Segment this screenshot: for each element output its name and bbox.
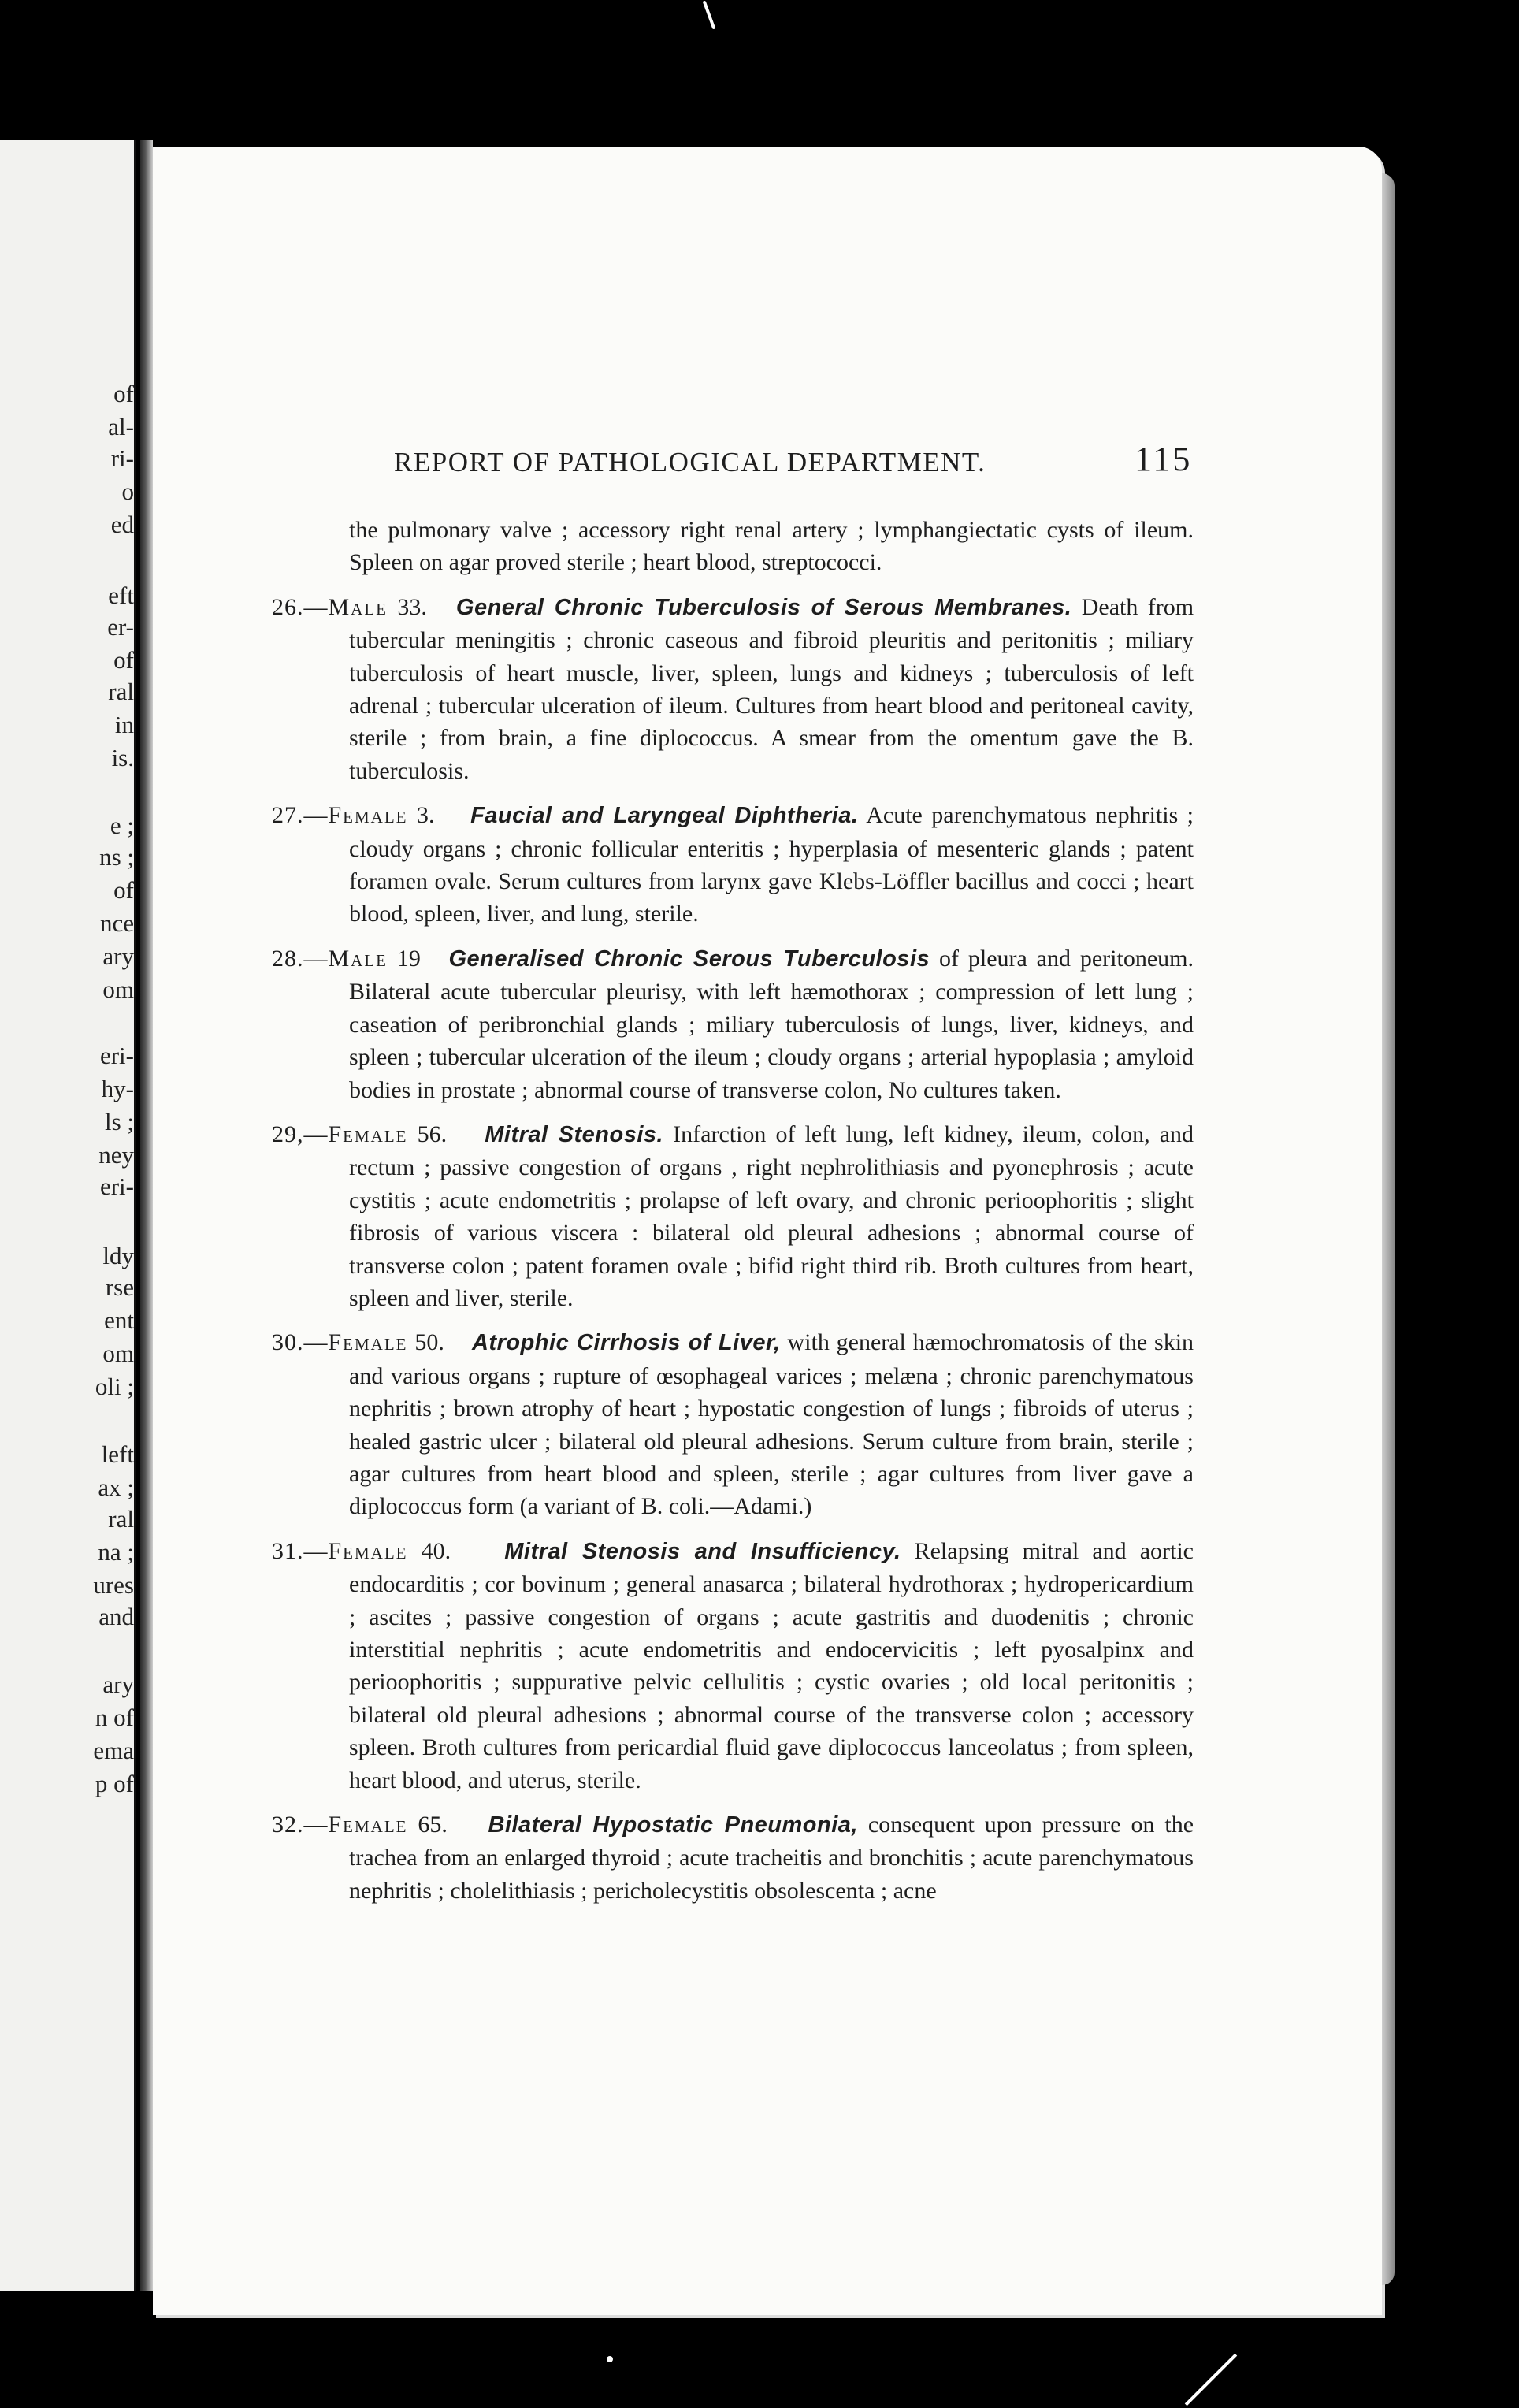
left-page-fragment: ns ; bbox=[99, 843, 134, 871]
left-page-fragment: ney bbox=[98, 1141, 134, 1169]
left-page-fragment: p of bbox=[95, 1770, 134, 1797]
running-head: REPORT OF PATHOLOGICAL DEPARTMENT. bbox=[394, 447, 986, 478]
left-page-fragment: nce bbox=[99, 909, 134, 937]
left-page-fragment: na ; bbox=[98, 1538, 134, 1566]
left-page-fragment: and bbox=[98, 1603, 134, 1630]
left-page-fragment: ls ; bbox=[104, 1108, 134, 1135]
case-sex: Female bbox=[328, 802, 408, 829]
left-page-fragment: o bbox=[121, 478, 134, 505]
case-number: 31.— bbox=[272, 1537, 329, 1564]
case-age: 40. bbox=[421, 1537, 451, 1564]
left-page-fragment: om bbox=[102, 975, 134, 1003]
case-number: 32.— bbox=[272, 1812, 329, 1838]
case-number: 26.— bbox=[272, 593, 329, 620]
case-title: Mitral Stenosis and Insufficiency. bbox=[504, 1538, 901, 1564]
case-age: 33. bbox=[397, 593, 427, 620]
left-page-fragment: ary bbox=[102, 1670, 134, 1698]
case-text: Death from tubercular meningitis ; chronic caseous and fibroid pleuritis and peritonitis ; miliary tuberculosis of heart muscle, liver, spleen, lungs and kidneys ; tuberculosis of left adrenal ; tubercular ulceration of ileum. Cultures from heart blood and peritoneal cavity, sterile ; from brain, a fine diplococcus. A smear from the omentum gave the B. tuberculosis. bbox=[349, 593, 1194, 784]
left-page-fragment: ures bbox=[93, 1571, 134, 1599]
left-page-fragment: oli ; bbox=[95, 1373, 134, 1400]
case-sex: Female bbox=[328, 1329, 408, 1356]
case-number: 30.— bbox=[272, 1329, 329, 1356]
page-number: 115 bbox=[1135, 440, 1193, 478]
scan-mark bbox=[607, 2356, 613, 2362]
left-page-fragment: ed bbox=[110, 511, 134, 538]
left-page-fragment: ri- bbox=[110, 444, 134, 472]
left-facing-page bbox=[0, 140, 136, 2291]
case-age: 3. bbox=[416, 802, 435, 829]
case-text: Relapsing mitral and aortic endocarditis ; cor bovinum ; general anasarca ; bilateral hydrothorax ; hydropericardium ; ascites ; passive congestion of organs ; acute gastritis and duodenitis ; chronic interstitial nephritis ; acute endometritis and endocervicitis ; left pyosalpinx and perioophoritis ; suppurative pelvic cellulitis ; cystic ovaries ; old local peritonitis ; bilateral old pleural adhesions ; abnormal course of the transverse colon ; accessory spleen. Broth cultures from pericardial fluid gave diplococcus lanceolatus ; from spleen, heart blood, and uterus, sterile. bbox=[349, 1537, 1194, 1793]
case-text: of pleura and peritoneum. Bilateral acute tubercular pleurisy, with left hæmothorax ; compression of lett lung ; caseation of peribronchial glands ; miliary tuberculosis of lungs, liver, kidneys, and spleen ; tubercular ulceration of the ileum ; cloudy organs ; arterial hypoplasia ; amyloid bodies in prostate ; abnormal course of transverse colon, No cultures taken. bbox=[349, 945, 1194, 1103]
left-page-fragment: rse bbox=[105, 1273, 134, 1301]
case-title: General Chronic Tuberculosis of Serous Membranes. bbox=[455, 594, 1072, 620]
case-title: Atrophic Cirrhosis of Liver, bbox=[471, 1330, 781, 1356]
left-page-fragment: al- bbox=[108, 413, 134, 440]
left-page-fragment: in bbox=[114, 711, 134, 738]
case-age: 19 bbox=[396, 945, 421, 972]
case-entry-28 bbox=[272, 942, 1194, 1106]
left-page-fragment: is. bbox=[111, 744, 134, 771]
left-page-fragment: of bbox=[113, 646, 134, 674]
case-entry-27 bbox=[272, 799, 1194, 931]
scan-mark bbox=[703, 0, 716, 29]
case-title: Bilateral Hypostatic Pneumonia, bbox=[488, 1812, 858, 1838]
left-page-fragment: ent bbox=[104, 1306, 134, 1334]
left-page-fragment: om bbox=[102, 1340, 134, 1367]
case-text: consequent upon pressure on the trachea from an enlarged thyroid ; acute tracheitis and bronchitis ; acute parenchymatous nephritis ; cholelithiasis ; pericholecystitis obsolescenta ; acne bbox=[349, 1812, 1194, 1904]
case-entry-26 bbox=[272, 591, 1194, 787]
case-number: 29,— bbox=[272, 1120, 329, 1147]
case-sex: Male bbox=[328, 593, 388, 620]
case-number: 27.— bbox=[272, 802, 329, 829]
left-page-fragment: of bbox=[113, 380, 134, 407]
left-page-fragment: left bbox=[101, 1440, 134, 1468]
case-age: 65. bbox=[418, 1812, 448, 1838]
case-sex: Female bbox=[328, 1537, 408, 1564]
case-age: 56. bbox=[417, 1120, 448, 1147]
page-edge bbox=[1382, 173, 1395, 2285]
case-age: 50. bbox=[414, 1329, 444, 1356]
left-page-fragment: eft bbox=[108, 582, 134, 609]
left-page-fragment: eri- bbox=[99, 1042, 134, 1069]
case-title: Faucial and Laryngeal Diphtheria. bbox=[470, 803, 859, 829]
case-entry-32 bbox=[272, 1808, 1194, 1907]
case-text: with general hæmochromatosis of the skin and various organs ; rupture of œsophageal varices ; melæna ; chronic parenchymatous nephritis ; brown atrophy of heart ; hypostatic congestion of lungs ; fibroids of uterus ; healed gastric ulcer ; bilateral old pleural adhesions. Serum culture from brain, sterile ; agar cultures from heart blood and spleen, sterile ; agar cultures from liver gave a diplococcus form (a variant of B. coli.—Adami.) bbox=[349, 1329, 1194, 1520]
case-title: Mitral Stenosis. bbox=[485, 1121, 664, 1147]
case-text: Infarction of left lung, left kidney, ileum, colon, and rectum ; passive congestion of organs , right nephrolithiasis and pyonephrosis ; acute cystitis ; acute endometritis ; prolapse of left ovary, and chronic perioophoritis ; slight fibrosis of various viscera : bilateral old pleural adhesions ; abnormal course of transverse colon ; patent foramen ovale ; bifid right third rib. Broth cultures from heart, spleen and liver, sterile. bbox=[349, 1120, 1194, 1311]
left-page-fragment: hy- bbox=[101, 1075, 134, 1102]
case-entry-29 bbox=[272, 1118, 1194, 1314]
case-title: Generalised Chronic Serous Tuberculosis bbox=[448, 946, 930, 972]
left-page-fragment: ax ; bbox=[98, 1473, 134, 1501]
left-page-fragment: ral bbox=[108, 678, 134, 705]
case-number: 28.— bbox=[272, 945, 329, 972]
case-sex: Female bbox=[328, 1120, 408, 1147]
left-page-fragment: ema bbox=[93, 1737, 134, 1764]
scan-mark bbox=[1185, 2354, 1237, 2406]
case-entry-30 bbox=[272, 1326, 1194, 1522]
left-page-fragment: ral bbox=[108, 1505, 134, 1533]
body-text bbox=[272, 514, 1194, 1919]
book-gutter bbox=[140, 140, 153, 2291]
left-page-fragment: eri- bbox=[99, 1172, 134, 1200]
case-text: Acute parenchymatous nephritis ; cloudy organs ; chronic follicular enteritis ; hyperplasia of mesenteric glands ; patent foramen ovale. Serum cultures from larynx gave Klebs-Löffler bacillus and cocci ; heart blood, spleen, liver, and lung, sterile. bbox=[349, 802, 1194, 927]
continuation-paragraph: the pulmonary valve ; accessory right renal artery ; lymphangiectatic cysts of ileum. Spleen on agar proved sterile ; heart blood, streptococci. bbox=[349, 517, 1194, 576]
case-sex: Female bbox=[328, 1812, 408, 1838]
case-entry-31 bbox=[272, 1535, 1194, 1797]
left-page-fragment: of bbox=[113, 876, 134, 904]
left-page-fragment: ary bbox=[102, 942, 134, 970]
case-sex: Male bbox=[328, 945, 388, 972]
left-page-fragment: er- bbox=[107, 613, 134, 641]
left-page-fragment: e ; bbox=[110, 812, 134, 839]
left-page-fragment: ldy bbox=[102, 1242, 134, 1269]
left-page-fragment: n of bbox=[95, 1704, 134, 1731]
